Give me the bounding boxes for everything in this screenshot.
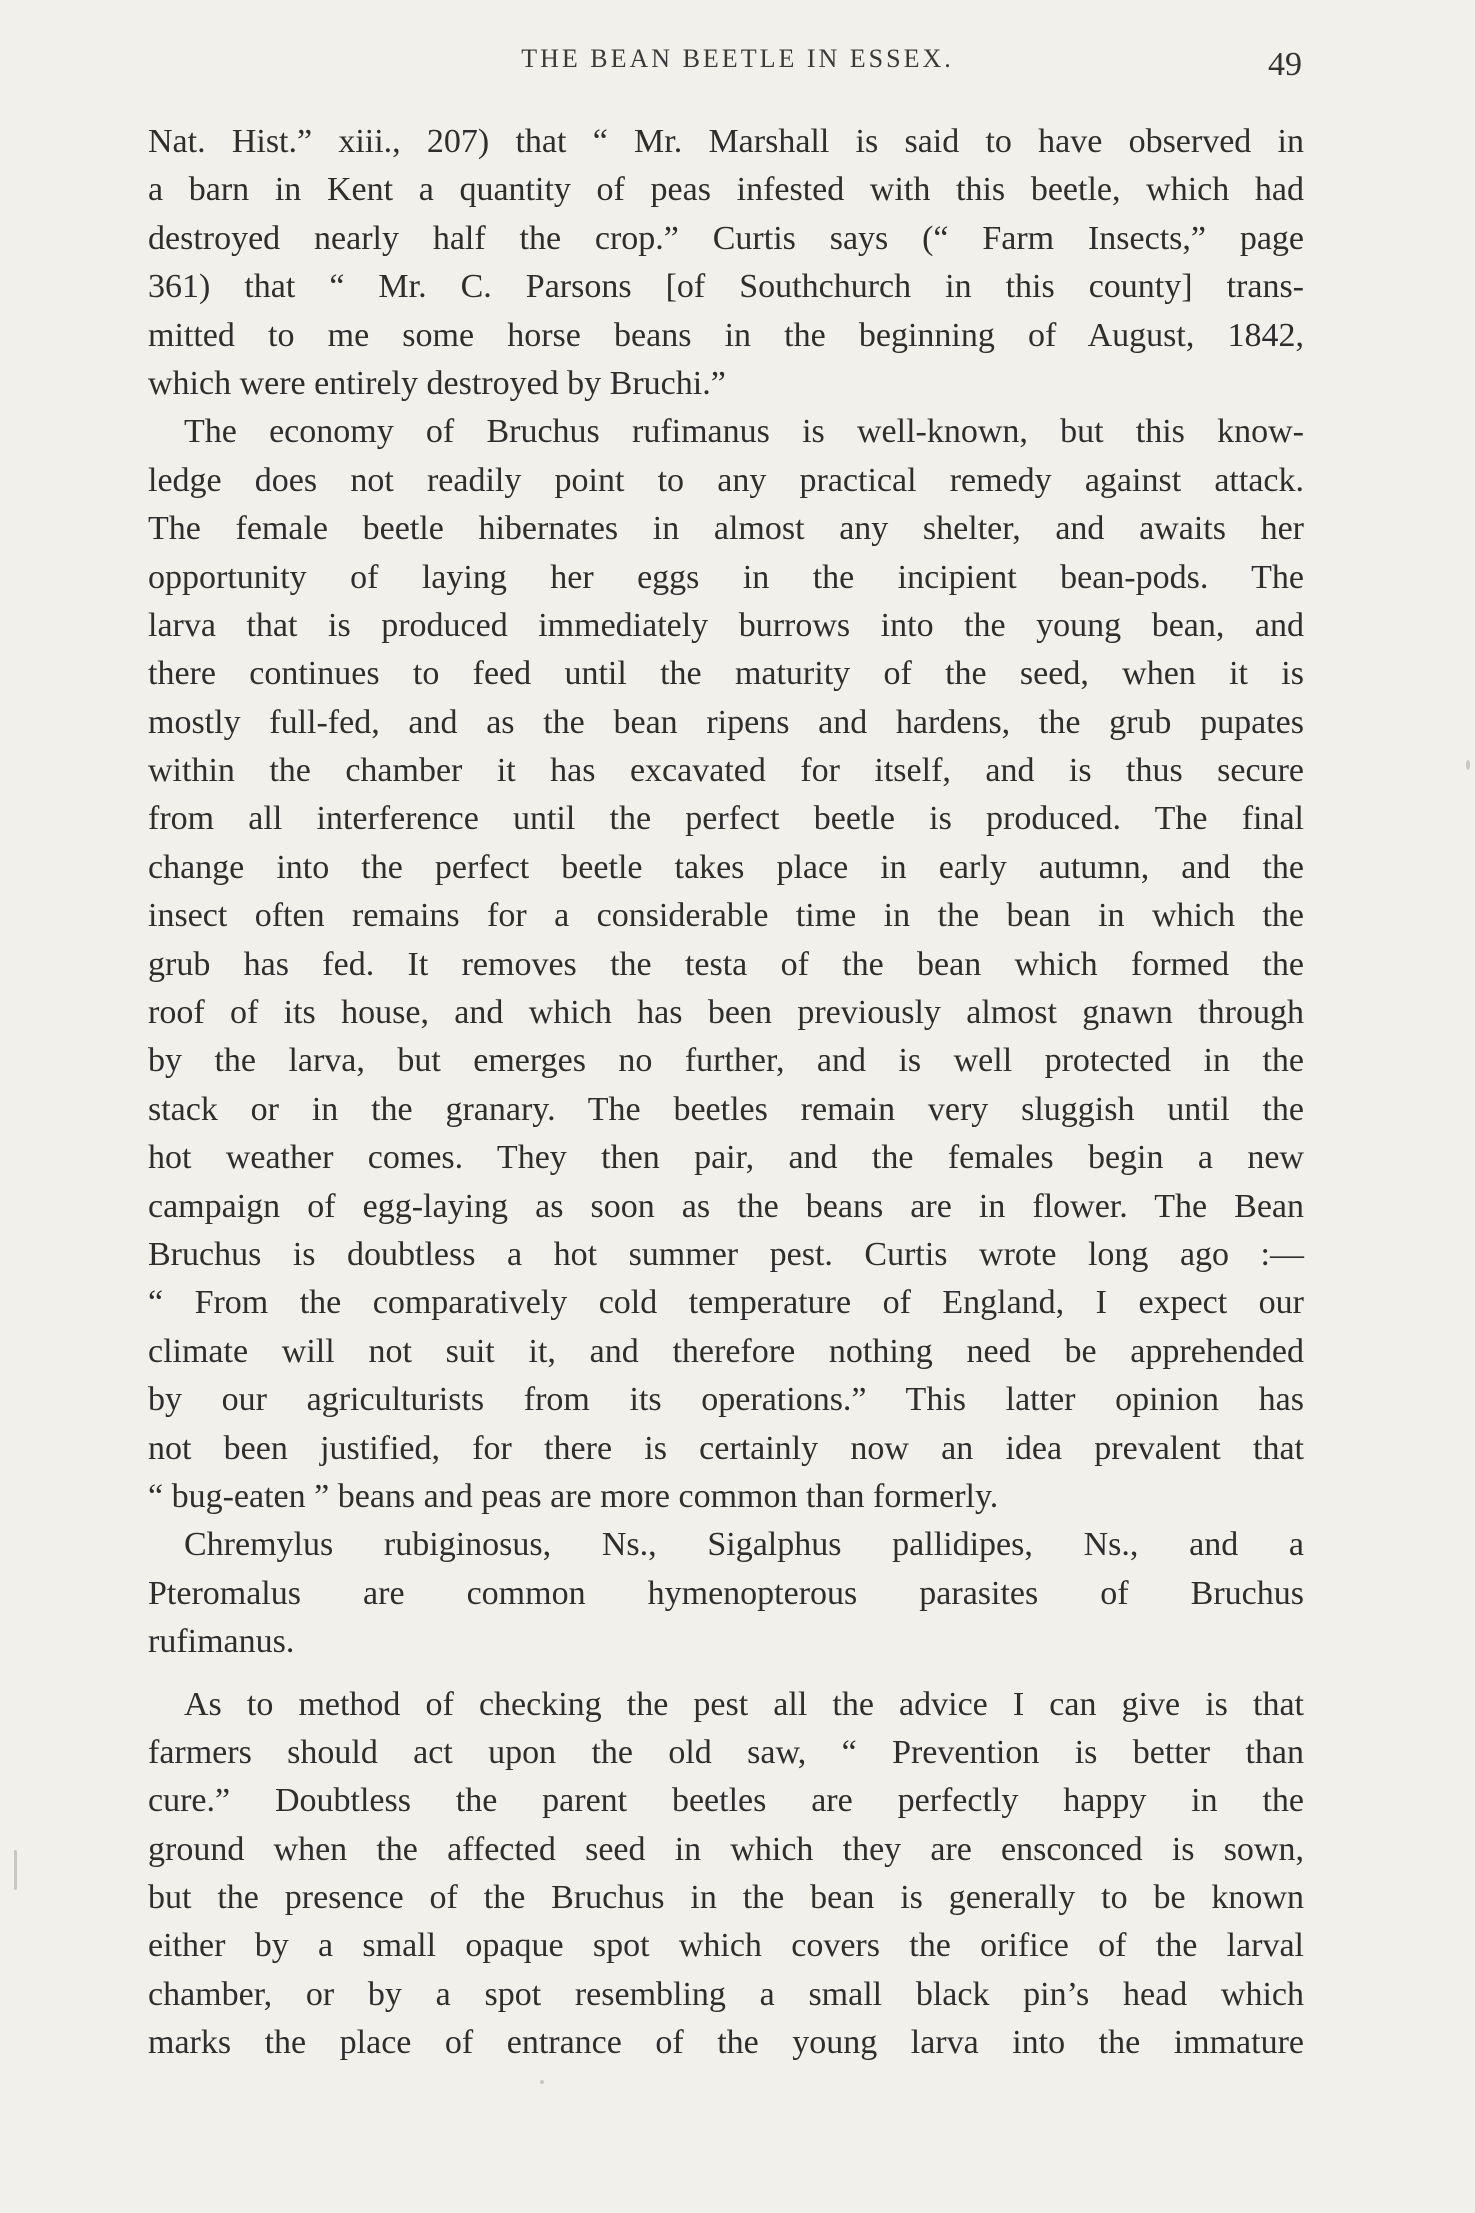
text-line: chamber, or by a spot resembling a small black pin’s head which	[148, 1975, 1304, 2013]
text-line: which were entirely destroyed by Bruchi.”	[148, 364, 726, 402]
text-line: farmers should act upon the old saw, “ Prevention is better than	[148, 1733, 1304, 1771]
text-line: Nat. Hist.” xiii., 207) that “ Mr. Marshall is said to have observed in	[148, 123, 1304, 160]
page-number: 49	[1268, 46, 1302, 83]
text-line: “ bug-eaten ” beans and peas are more common than formerly.	[148, 1477, 999, 1515]
paragraph	[148, 1681, 1304, 2068]
text-line: destroyed nearly half the crop.” Curtis says (“ Farm Insects,” page	[148, 219, 1304, 257]
text-line: larva that is produced immediately burrows into the young bean, and	[148, 606, 1304, 644]
text-line: ledge does not readily point to any practical remedy against attack.	[148, 461, 1304, 499]
paragraph	[148, 118, 1304, 408]
text-line: from all interference until the perfect beetle is produced. The final	[148, 800, 1304, 838]
text-line: roof of its house, and which has been previously almost gnawn through	[148, 994, 1304, 1032]
text-line: by our agriculturists from its operations.” This latter opinion has	[148, 1381, 1304, 1419]
paragraph	[148, 1521, 1304, 1666]
text-line: As to method of checking the pest all the advice I can give is that	[184, 1685, 1304, 1723]
text-line: insect often remains for a considerable time in the bean in which the	[148, 897, 1304, 935]
text-line: The economy of Bruchus rufimanus is well-known, but this know-	[184, 413, 1304, 451]
body-text	[148, 118, 1304, 2068]
text-line: climate will not suit it, and therefore nothing need be apprehended	[148, 1332, 1304, 1370]
paragraph-gap	[148, 1667, 1304, 1681]
text-line: mostly full-fed, and as the bean ripens and hardens, the grub pupates	[148, 703, 1304, 741]
paragraph	[148, 408, 1304, 1521]
paper-speck	[14, 1850, 17, 1890]
text-line: a barn in Kent a quantity of peas infested with this beetle, which had	[148, 171, 1304, 209]
text-line: by the larva, but emerges no further, and is well protected in the	[148, 1042, 1304, 1080]
text-line: Bruchus is doubtless a hot summer pest. Curtis wrote long ago :—	[148, 1235, 1304, 1273]
text-line: Chremylus rubiginosus, Ns., Sigalphus pallidipes, Ns., and a	[184, 1526, 1304, 1564]
text-line: opportunity of laying her eggs in the incipient bean-pods. The	[148, 558, 1304, 596]
text-line: ground when the affected seed in which they are ensconced is sown,	[148, 1830, 1304, 1868]
text-line: 361) that “ Mr. C. Parsons [of Southchurch in this county] trans-	[148, 268, 1304, 306]
text-line: grub has fed. It removes the testa of the bean which formed the	[148, 945, 1304, 983]
text-line: The female beetle hibernates in almost any shelter, and awaits her	[148, 510, 1304, 548]
running-title: THE BEAN BEETLE IN ESSEX.	[521, 44, 954, 73]
text-line: but the presence of the Bruchus in the bean is generally to be known	[148, 1879, 1304, 1917]
text-line: stack or in the granary. The beetles remain very sluggish until the	[148, 1090, 1304, 1128]
text-line: rufimanus.	[148, 1623, 295, 1661]
text-line: mitted to me some horse beans in the beginning of August, 1842,	[148, 316, 1304, 354]
text-line: cure.” Doubtless the parent beetles are perfectly happy in the	[148, 1782, 1304, 1820]
text-line: not been justified, for there is certainly now an idea prevalent that	[148, 1429, 1304, 1467]
text-line: “ From the comparatively cold temperature of England, I expect our	[148, 1284, 1304, 1322]
paper-speck	[1466, 760, 1470, 770]
text-line: there continues to feed until the maturity of the seed, when it is	[148, 655, 1304, 693]
text-line: hot weather comes. They then pair, and the females begin a new	[148, 1139, 1304, 1177]
text-line: either by a small opaque spot which covers the orifice of the larval	[148, 1927, 1304, 1965]
text-line: within the chamber it has excavated for itself, and is thus secure	[148, 752, 1304, 790]
text-line: change into the perfect beetle takes place in early autumn, and the	[148, 848, 1304, 886]
text-line: Pteromalus are common hymenopterous parasites of Bruchus	[148, 1574, 1304, 1612]
text-line: marks the place of entrance of the young larva into the immature	[148, 2024, 1304, 2062]
paper-speck	[540, 2080, 544, 2084]
text-line: campaign of egg-laying as soon as the beans are in flower. The Bean	[148, 1187, 1304, 1225]
